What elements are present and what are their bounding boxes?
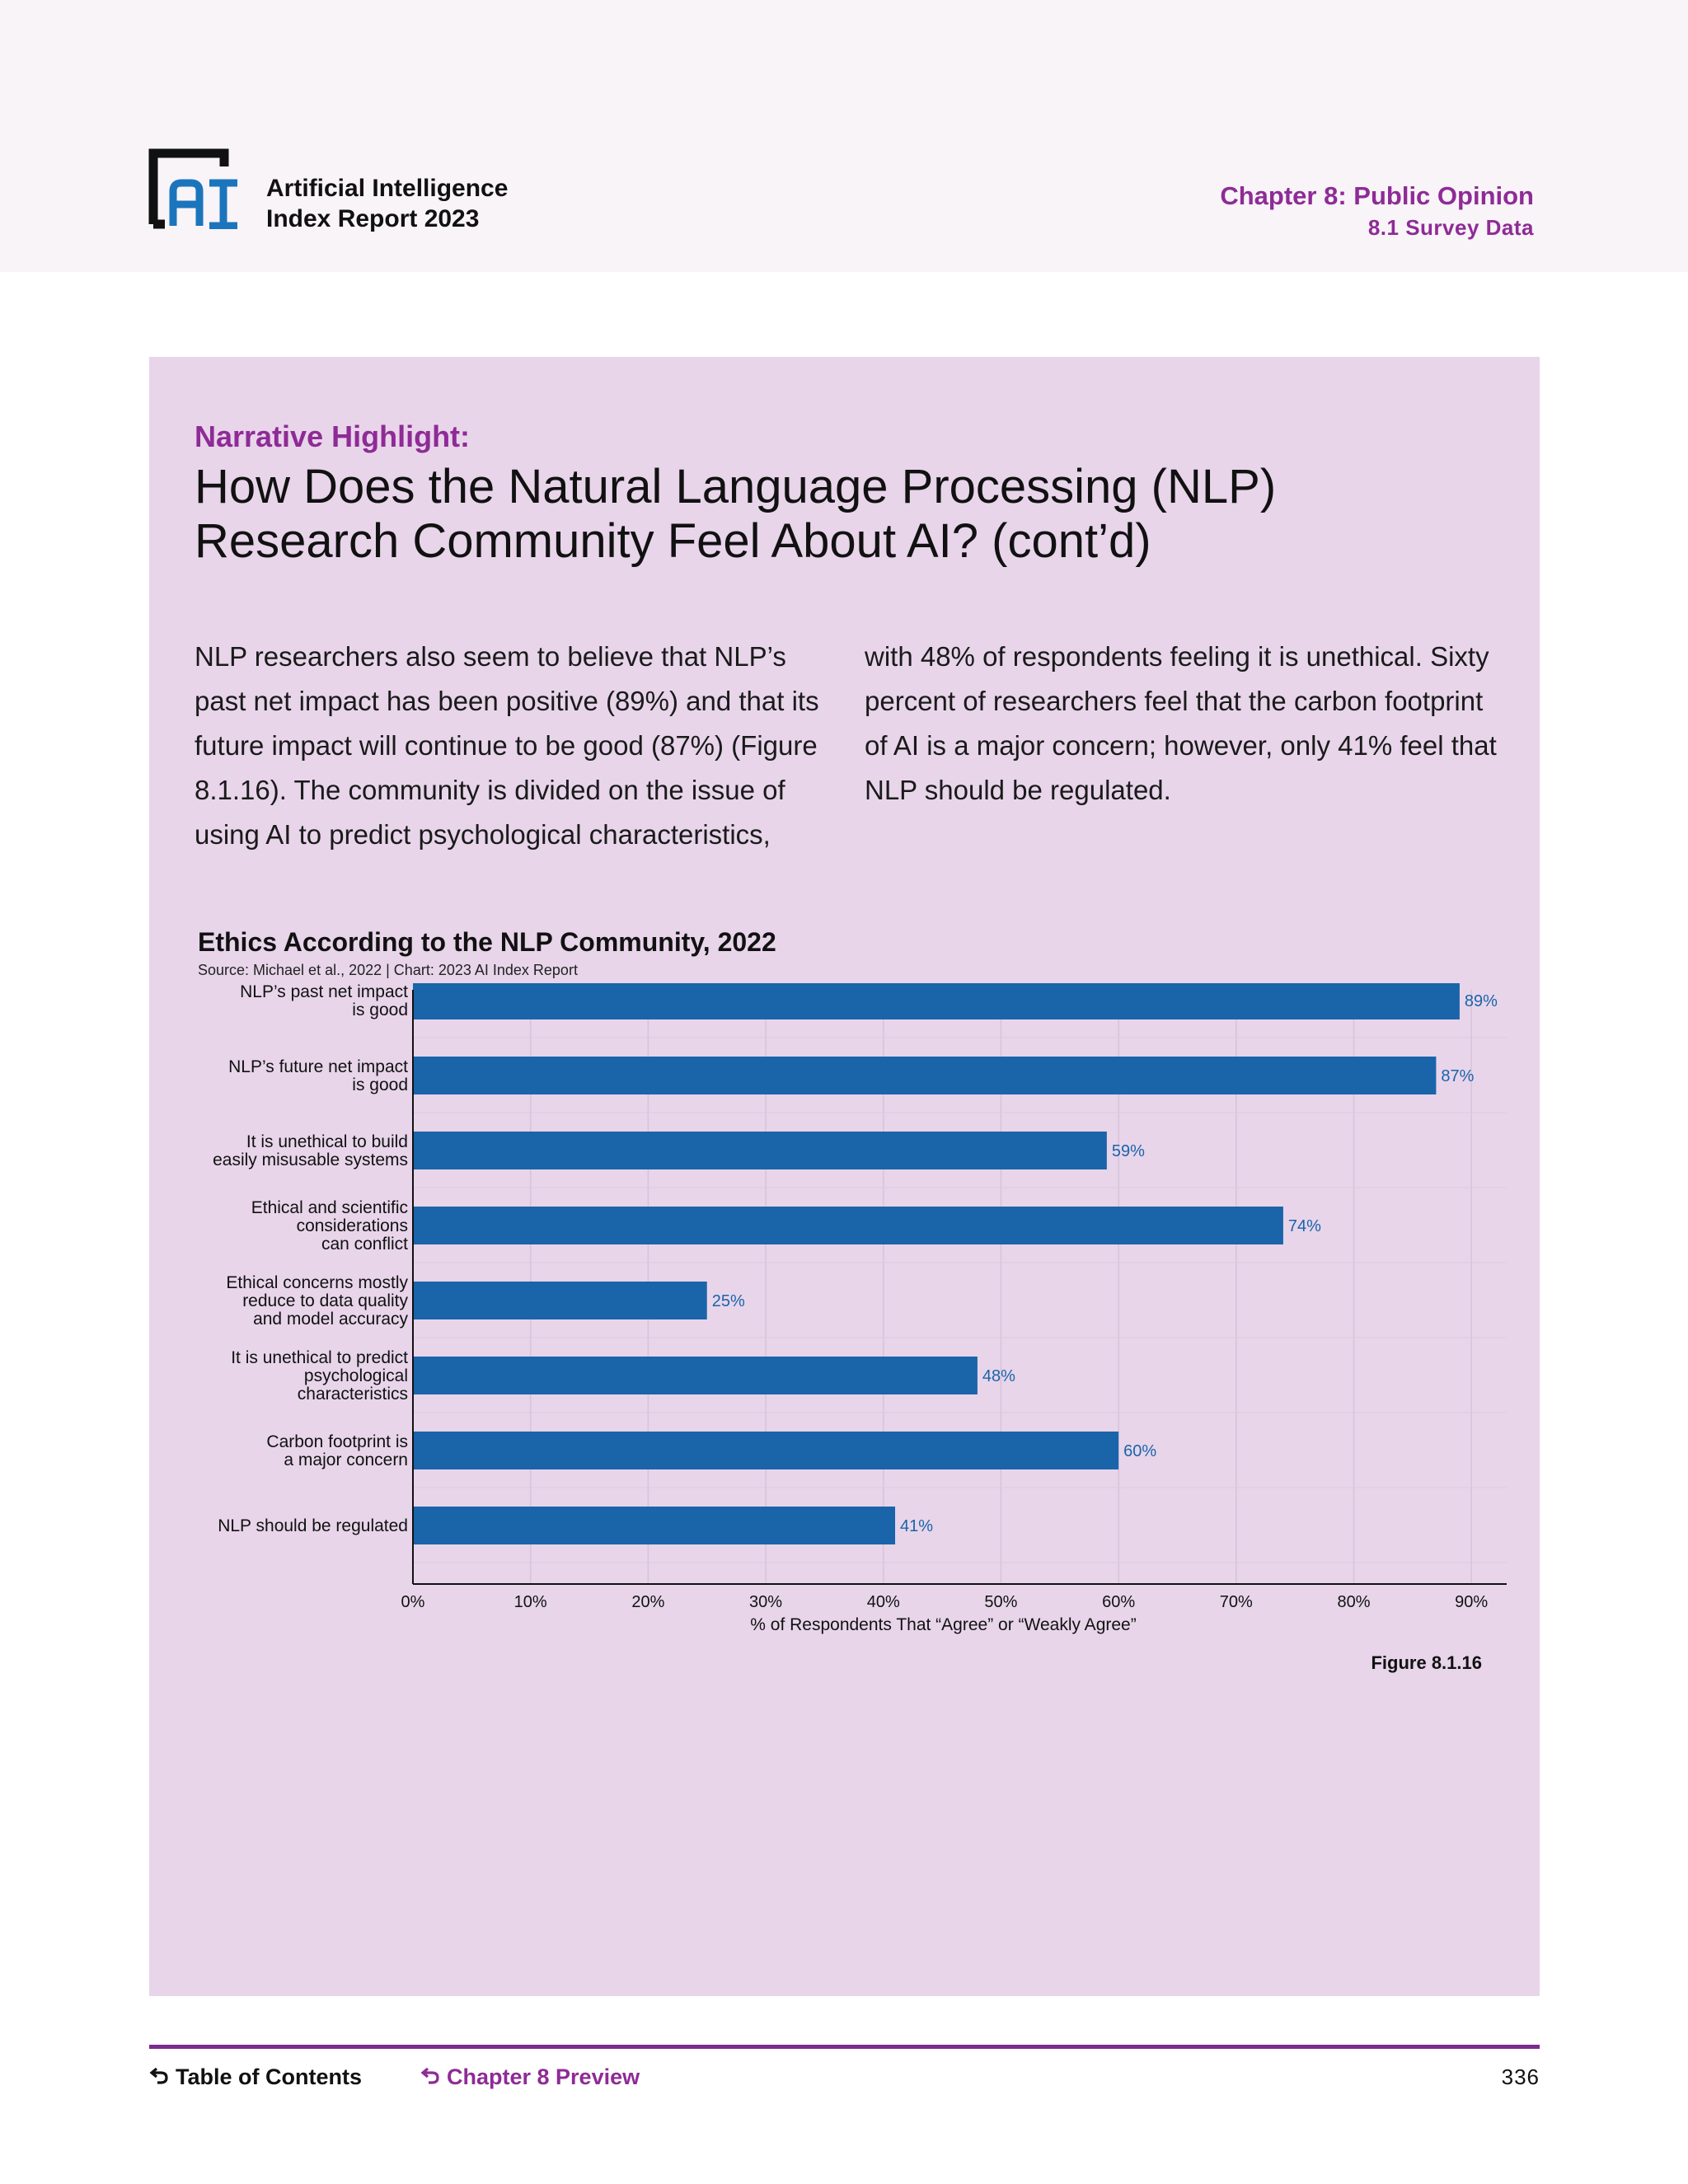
headline-line-1: How Does the Natural Language Processing (NLP) bbox=[195, 460, 1277, 513]
brand-line-1: Artificial Intelligence bbox=[266, 175, 509, 202]
bar bbox=[413, 1357, 978, 1394]
data-label: 41% bbox=[900, 1517, 934, 1535]
category-label: is good bbox=[352, 1076, 408, 1094]
data-label: 59% bbox=[1111, 1142, 1145, 1160]
chart-title: Ethics According to the NLP Community, 2022 bbox=[198, 927, 776, 957]
category-label: Ethical concerns mostly bbox=[226, 1273, 408, 1292]
x-tick-label: 0% bbox=[401, 1593, 425, 1611]
x-tick-label: 20% bbox=[631, 1593, 665, 1611]
x-axis-title: % of Respondents That “Agree” or “Weakly Agree” bbox=[750, 1615, 1137, 1634]
category-label: NLP’s past net impact bbox=[240, 983, 408, 1001]
headline-line-2: Research Community Feel About AI? (cont’d) bbox=[195, 514, 1151, 568]
footer-divider bbox=[149, 2045, 1540, 2049]
bar bbox=[413, 1432, 1118, 1469]
page-header bbox=[0, 0, 1688, 272]
category-label: is good bbox=[352, 1001, 408, 1019]
bar bbox=[413, 983, 1460, 1019]
body-column-2: with 48% of respondents feeling it is unethical. Sixty percent of researchers feel that the carbon footprint of AI is a major concern; however, only 41% feel that NLP should be regulated. bbox=[865, 641, 1497, 805]
category-label: considerations bbox=[296, 1216, 408, 1235]
table-of-contents-link[interactable] bbox=[149, 2062, 362, 2092]
category-label: can conflict bbox=[321, 1235, 408, 1254]
narrative-kicker: Narrative Highlight: bbox=[195, 419, 471, 453]
x-tick-label: 80% bbox=[1337, 1593, 1371, 1611]
report-brand bbox=[266, 173, 508, 234]
body-column-1: NLP researchers also seem to believe that NLP’s past net impact has been positive (89%) and that its future impact will continue to be good (87%) (Figure 8.1.16). The community is divided on the issue of using AI to predict psychological characteristics, bbox=[195, 641, 819, 850]
category-label: psychological bbox=[303, 1366, 408, 1385]
category-label: Ethical and scientific bbox=[251, 1198, 408, 1217]
bar bbox=[413, 1507, 895, 1544]
chapter-preview-link[interactable] bbox=[420, 2062, 640, 2092]
data-label: 60% bbox=[1123, 1442, 1157, 1460]
data-label: 25% bbox=[711, 1292, 745, 1310]
data-label: 48% bbox=[982, 1367, 1015, 1385]
category-label: NLP’s future net impact bbox=[228, 1057, 408, 1076]
category-label: Carbon footprint is bbox=[266, 1432, 408, 1451]
bar bbox=[413, 1207, 1283, 1244]
narrative-headline bbox=[195, 460, 1480, 569]
toc-label: Table of Contents bbox=[176, 2064, 362, 2089]
narrative-panel bbox=[149, 357, 1540, 1996]
category-label: a major concern bbox=[284, 1451, 408, 1469]
return-arrow-icon bbox=[149, 2066, 169, 2084]
x-tick-label: 40% bbox=[866, 1593, 900, 1611]
x-tick-label: 10% bbox=[513, 1593, 547, 1611]
chart-source: Source: Michael et al., 2022 | Chart: 2023 AI Index Report bbox=[198, 962, 578, 978]
x-tick-label: 90% bbox=[1455, 1593, 1489, 1611]
x-tick-label: 30% bbox=[749, 1593, 783, 1611]
category-label: characteristics bbox=[297, 1385, 408, 1404]
bar bbox=[413, 1132, 1107, 1169]
bar bbox=[413, 1282, 707, 1319]
bar-chart bbox=[149, 983, 1540, 1643]
data-label: 87% bbox=[1441, 1067, 1475, 1085]
x-tick-label: 70% bbox=[1219, 1593, 1253, 1611]
category-label: easily misusable systems bbox=[213, 1151, 408, 1169]
page-number: 336 bbox=[1501, 2064, 1540, 2089]
chapter-title: Chapter 8: Public Opinion bbox=[1220, 181, 1534, 210]
ai-index-logo-icon bbox=[148, 148, 241, 229]
chapter-heading bbox=[1220, 180, 1534, 242]
return-arrow-icon bbox=[420, 2066, 440, 2084]
category-label: It is unethical to predict bbox=[231, 1348, 408, 1367]
category-label: reduce to data quality bbox=[242, 1291, 408, 1310]
data-label: 89% bbox=[1464, 992, 1498, 1010]
category-label: NLP should be regulated bbox=[218, 1516, 408, 1535]
figure-label: Figure 8.1.16 bbox=[1371, 1652, 1482, 1673]
preview-label: Chapter 8 Preview bbox=[447, 2064, 640, 2089]
x-tick-label: 60% bbox=[1102, 1593, 1136, 1611]
category-label: It is unethical to build bbox=[246, 1132, 408, 1151]
brand-line-2: Index Report 2023 bbox=[266, 205, 480, 232]
x-tick-label: 50% bbox=[984, 1593, 1018, 1611]
data-label: 74% bbox=[1287, 1217, 1321, 1235]
bar bbox=[413, 1057, 1436, 1094]
chapter-section: 8.1 Survey Data bbox=[1367, 215, 1534, 240]
category-label: and model accuracy bbox=[253, 1310, 408, 1329]
